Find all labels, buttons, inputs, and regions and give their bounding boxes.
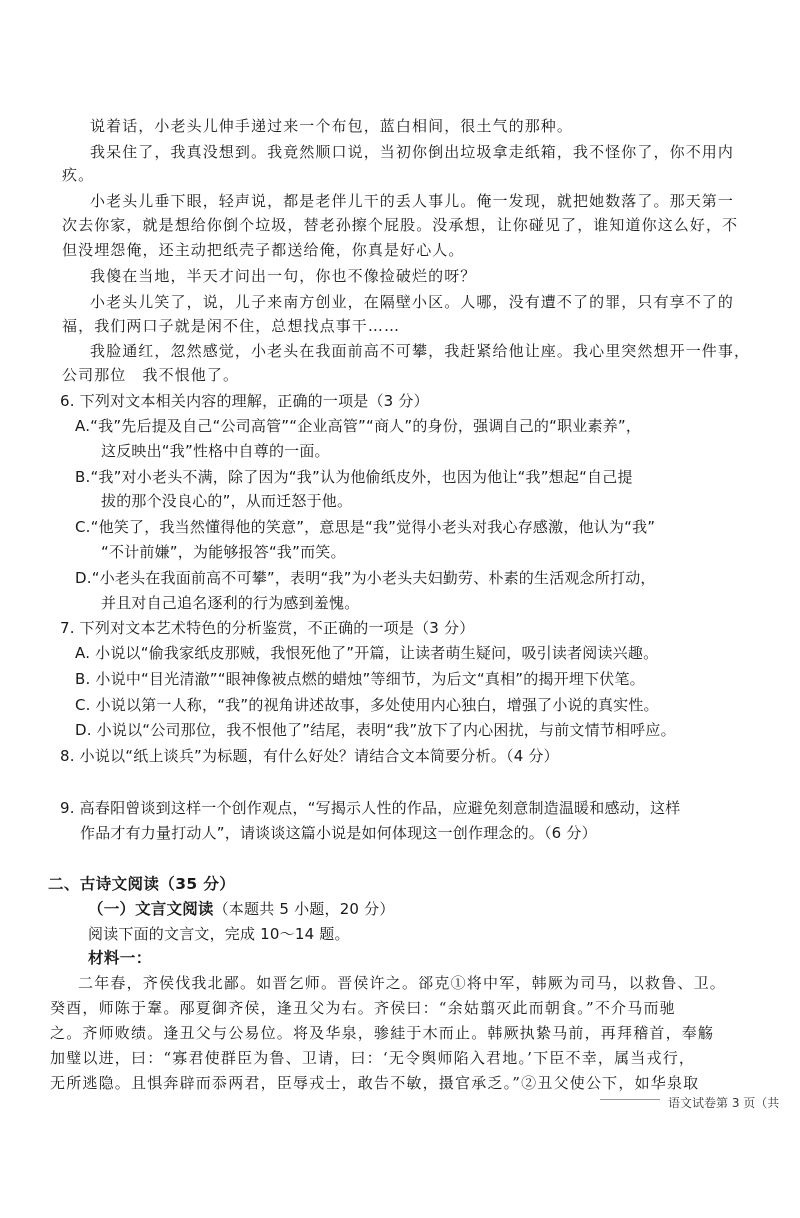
question-7-option-d: D. 小说以“公司那位，我不恨他了”结尾，表明“我”放下了内心困扰，与前文情节相呼应。 (75, 721, 676, 739)
story-line-3: 疚。 (62, 166, 95, 184)
subtitle-rest: （本题共 5 小题，20 分） (213, 900, 395, 918)
question-6-option-a-cont: 这反映出“我”性格中自尊的一面。 (101, 442, 330, 460)
section-2-title: 二、古诗文阅读（35 分） (48, 875, 236, 893)
story-line-11: 公司那位 我不恨他了。 (62, 366, 240, 384)
classical-line-2: 癸酉，师陈于鞌。邴夏御齐侯，逢丑父为右。齐侯曰：“余姑翦灭此而朝食。”不介马而驰 (50, 999, 676, 1017)
section-2-subtitle (88, 897, 395, 921)
question-7-option-a: A. 小说以“偷我家纸皮那贼，我恨死他了”开篇，让读者萌生疑问，吸引读者阅读兴趣。 (75, 644, 659, 662)
question-6-option-d-cont: 并且对自己追名逐利的行为感到羞愧。 (101, 594, 360, 612)
question-6-option-d: D.“小老头在我面前高不可攀”，表明“我”为小老头夫妇勤劳、朴素的生活观念所打动， (75, 569, 656, 587)
story-line-7: 我傻在当地，半天才问出一句，你也不像捡破烂的呀？ (90, 267, 477, 285)
page-number-label: 语文试卷第 3 页（共 (668, 1096, 780, 1110)
question-7-option-c: C. 小说以第一人称，“我”的视角讲述故事，多处使用内心独白，增强了小说的真实性。 (75, 696, 659, 714)
story-line-6: 但没埋怨俺，还主动把纸壳子都送给俺，你真是好心人。 (62, 241, 465, 259)
classical-line-4: 加璧以进，曰：“寡君使群臣为鲁、卫请，曰：‘无令舆师陷入君地。’下臣不幸，属当戎行， (50, 1049, 696, 1067)
question-6-stem: 6. 下列对文本相关内容的理解，正确的一项是（3 分） (60, 392, 429, 410)
story-line-2: 我呆住了，我真没想到。我竟然顺口说，当初你倒出垃圾拿走纸箱，我不怪你了，你不用内 (90, 143, 735, 161)
classical-line-1: 二年春，齐侯伐我北鄙。如晋乞师。晋侯许之。郤克①将中军，韩厥为司马，以救鲁、卫。 (78, 974, 727, 992)
question-8: 8. 小说以“纸上谈兵”为标题，有什么好处？请结合文本简要分析。（4 分） (60, 747, 559, 765)
classical-line-3: 之。齐师败绩。逢丑父与公易位。将及华泉，骖絓于木而止。韩厥执絷马前，再拜稽首，奉觞 (50, 1024, 715, 1042)
question-9-line-2: 作品才有力量打动人”，请谈谈这篇小说是如何体现这一创作理念的。（6 分） (80, 824, 597, 842)
story-line-8: 小老头儿笑了，说，儿子来南方创业，在隔壁小区。人哪，没有遭不了的罪，只有享不了的 (90, 293, 735, 311)
material-label: 材料一： (88, 949, 152, 967)
question-6-option-b: B.“我”对小老头不满，除了因为“我”认为他偷纸皮外，也因为他让“我”想起“自己提 (75, 468, 633, 486)
classical-line-5: 无所逃隐。且惧奔辟而忝两君，臣辱戎士，敢告不敏，摄官承乏。”②丑父使公下，如华泉取 (50, 1074, 700, 1092)
story-line-9: 福，我们两口子就是闲不住，总想找点事干…… (62, 317, 401, 335)
question-6-option-c-cont: “不计前嫌”，为能够报答“我”而笑。 (101, 543, 346, 561)
question-7-stem: 7. 下列对文本艺术特色的分析鉴赏，不正确的一项是（3 分） (60, 619, 475, 637)
subtitle-bold: （一）文言文阅读 (88, 900, 214, 918)
story-line-10: 我脸通红，忽然感觉，小老头在我面前高不可攀，我赶紧给他让座。我心里突然想开一件事， (90, 342, 751, 360)
section-2-instruction: 阅读下面的文言文，完成 10～14 题。 (88, 925, 350, 943)
question-6-option-a: A.“我”先后提及自己“公司高管”“企业高管”“商人”的身份，强调自己的“职业素养”， (75, 417, 642, 435)
question-9-line-1: 9. 高春阳曾谈到这样一个创作观点，“写揭示人性的作品，应避免刻意制造温暖和感动，这样 (60, 799, 681, 817)
question-6-option-c: C.“他笑了，我当然懂得他的笑意”，意思是“我”觉得小老头对我心存感激，他认为“我” (75, 518, 656, 536)
story-line-5: 次去你家，就是想给你倒个垃圾，替老孙擦个屁股。没承想，让你碰见了，谁知道你这么好，不 (62, 216, 739, 234)
story-line-4: 小老头儿垂下眼，轻声说，都是老伴儿干的丢人事儿。俺一发现，就把她数落了。那天第一 (90, 192, 735, 210)
question-6-option-b-cont: 拔的那个没良心的”，从而迁怒于他。 (101, 492, 353, 510)
question-7-option-b: B. 小说中“目光清澈”“眼神像被点燃的蜡烛”等细节，为后文“真相”的揭开埋下伏笔。 (75, 670, 645, 688)
story-line-1: 说着话，小老头儿伸手递过来一个布包，蓝白相间，很土气的那种。 (90, 117, 574, 135)
footer-rule (600, 1099, 660, 1100)
